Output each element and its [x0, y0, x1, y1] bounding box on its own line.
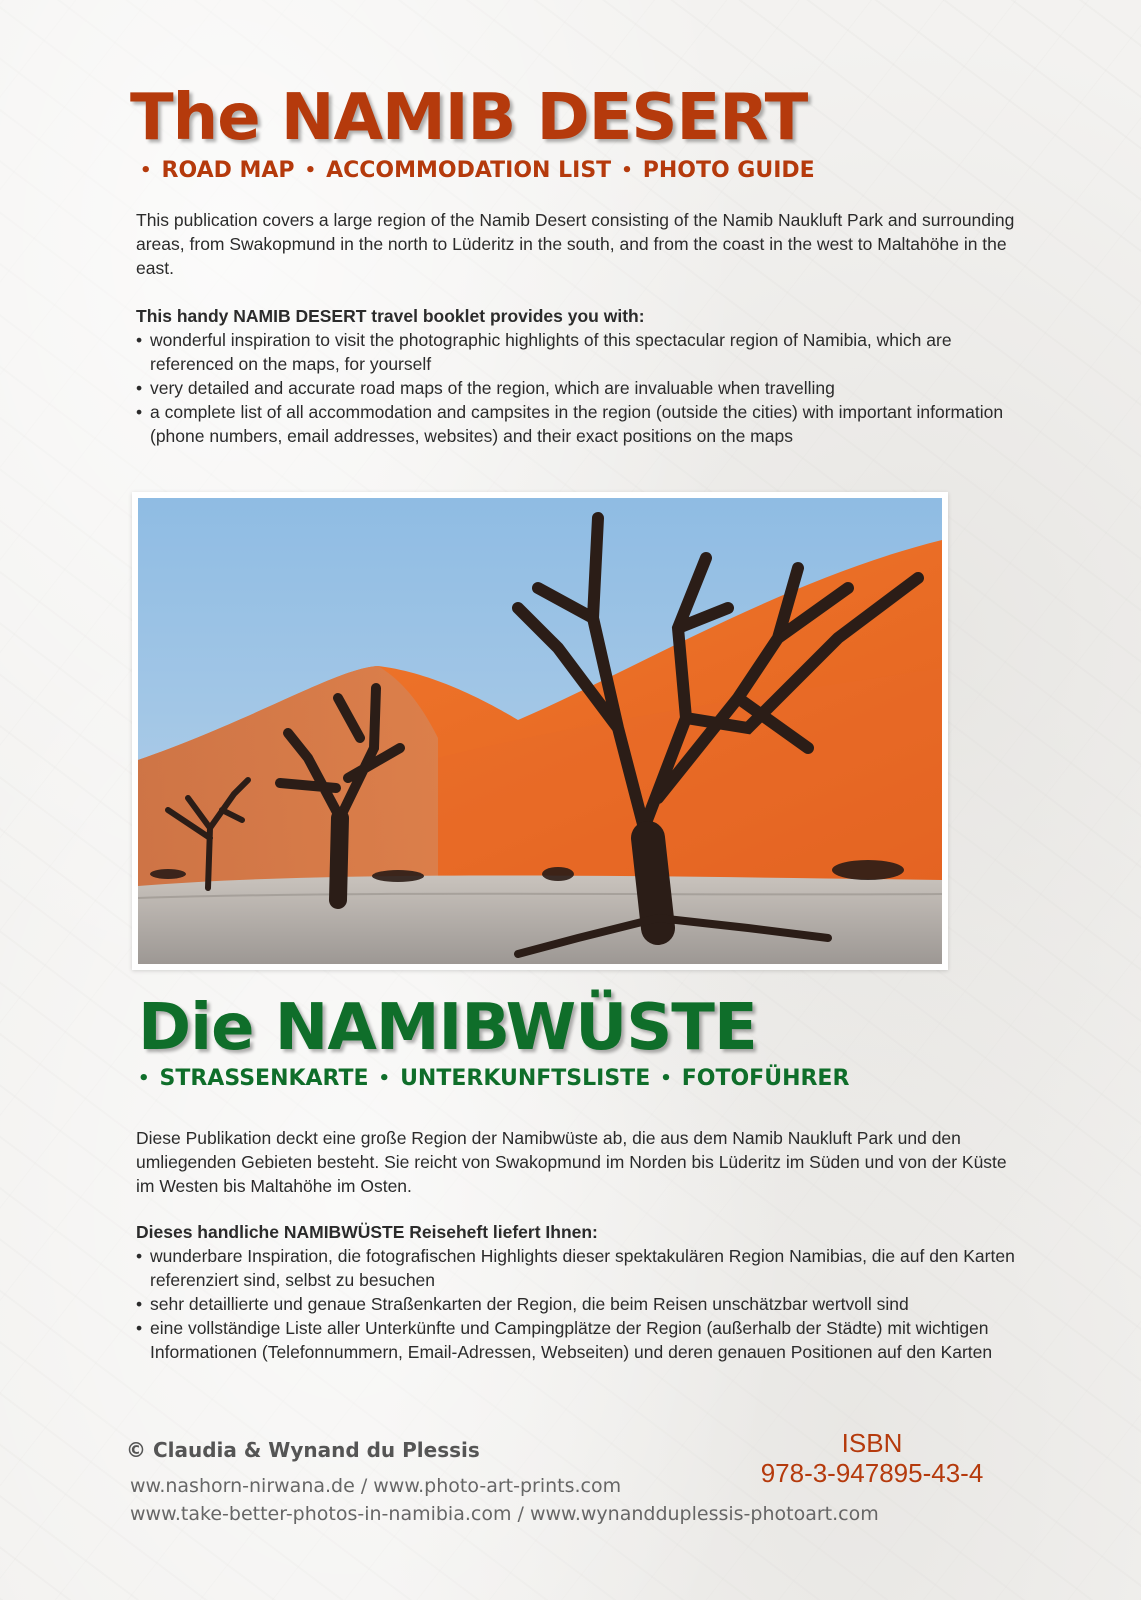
- isbn-label: ISBN: [841, 1428, 903, 1458]
- german-subtitle-item: UNTERKUNFTSLISTE: [400, 1066, 651, 1091]
- bullet-icon: •: [138, 1068, 150, 1089]
- bullet-icon: •: [304, 160, 317, 181]
- german-intro: Diese Publikation deckt eine große Region der Namibwüste ab, die aus dem Namib Naukluft Park und den umliegenden Gebieten besteht. Sie reicht von Swakopmund im Norden bis Lüderitz im Süden und von der Küste im Westen bis Maltahöhe im Osten.: [136, 1128, 1007, 1196]
- website-line: www.take-better-photos-in-namibia.com / www.wynandduplessis-photoart.com: [130, 1503, 879, 1525]
- english-list-heading: This handy NAMIB DESERT travel booklet provides you with:: [136, 306, 645, 326]
- bullet-icon: •: [621, 160, 633, 181]
- bullet-icon: •: [378, 1068, 391, 1089]
- list-item: • eine vollständige Liste aller Unterkünfte und Campingplätze der Region (außerhalb der Städte) mit wichtigen Informationen (Telefonnummern, Email-Adressen, Webseiten) und deren genauen Positionen auf den Karten: [136, 1316, 1016, 1364]
- german-title: Die NAMIBWÜSTE: [138, 991, 757, 1065]
- english-intro: This publication covers a large region of the Namib Desert consisting of the Namib Naukluft Park and surrounding areas, from Swakopmund in the north to Lüderitz in the south, and from the coast in the west to Maltahöhe in the east.: [136, 210, 1015, 278]
- cover-photo: [132, 492, 948, 970]
- copyright-notice: © Claudia & Wynand du Plessis: [126, 1438, 480, 1462]
- german-feature-list: [136, 1220, 1016, 1364]
- english-subtitle-item: ROAD MAP: [161, 158, 295, 183]
- english-feature-list: [136, 304, 1016, 448]
- german-subtitle-item: STRASSENKARTE: [159, 1066, 369, 1091]
- english-subtitle-item: ACCOMMODATION LIST: [326, 158, 612, 183]
- list-item: • a complete list of all accommodation and campsites in the region (outside the cities) with important information (phone numbers, email addresses, websites) and their exact positions on the maps: [136, 400, 1016, 448]
- list-item: • very detailed and accurate road maps of the region, which are invaluable when travelling: [136, 376, 1016, 400]
- isbn-block: [732, 1428, 1012, 1488]
- list-item: • wonderful inspiration to visit the photographic highlights of this spectacular region of Namibia, which are referenced on the maps, for yourself: [136, 328, 1016, 376]
- list-item: • sehr detaillierte und genaue Straßenkarten der Region, die beim Reisen unschätzbar wertvoll sind: [136, 1292, 1016, 1316]
- german-list-heading: Dieses handliche NAMIBWÜSTE Reiseheft liefert Ihnen:: [136, 1222, 598, 1242]
- english-title: The NAMIB DESERT: [130, 81, 808, 155]
- german-subtitle: [138, 1068, 849, 1090]
- list-item: • wunderbare Inspiration, die fotografischen Highlights dieser spektakulären Region Namibias, die auf den Karten referenziert sind, selbst zu besuchen: [136, 1244, 1016, 1292]
- website-line: ww.nashorn-nirwana.de / www.photo-art-prints.com: [130, 1475, 622, 1497]
- german-subtitle-item: FOTOFÜHRER: [681, 1066, 850, 1091]
- bullet-icon: •: [140, 160, 152, 181]
- dead-trees-dune-photo: [138, 498, 942, 964]
- english-subtitle: [140, 160, 815, 182]
- bullet-icon: •: [660, 1068, 672, 1089]
- english-subtitle-item: PHOTO GUIDE: [642, 158, 815, 183]
- isbn-number: 978-3-947895-43-4: [760, 1458, 984, 1488]
